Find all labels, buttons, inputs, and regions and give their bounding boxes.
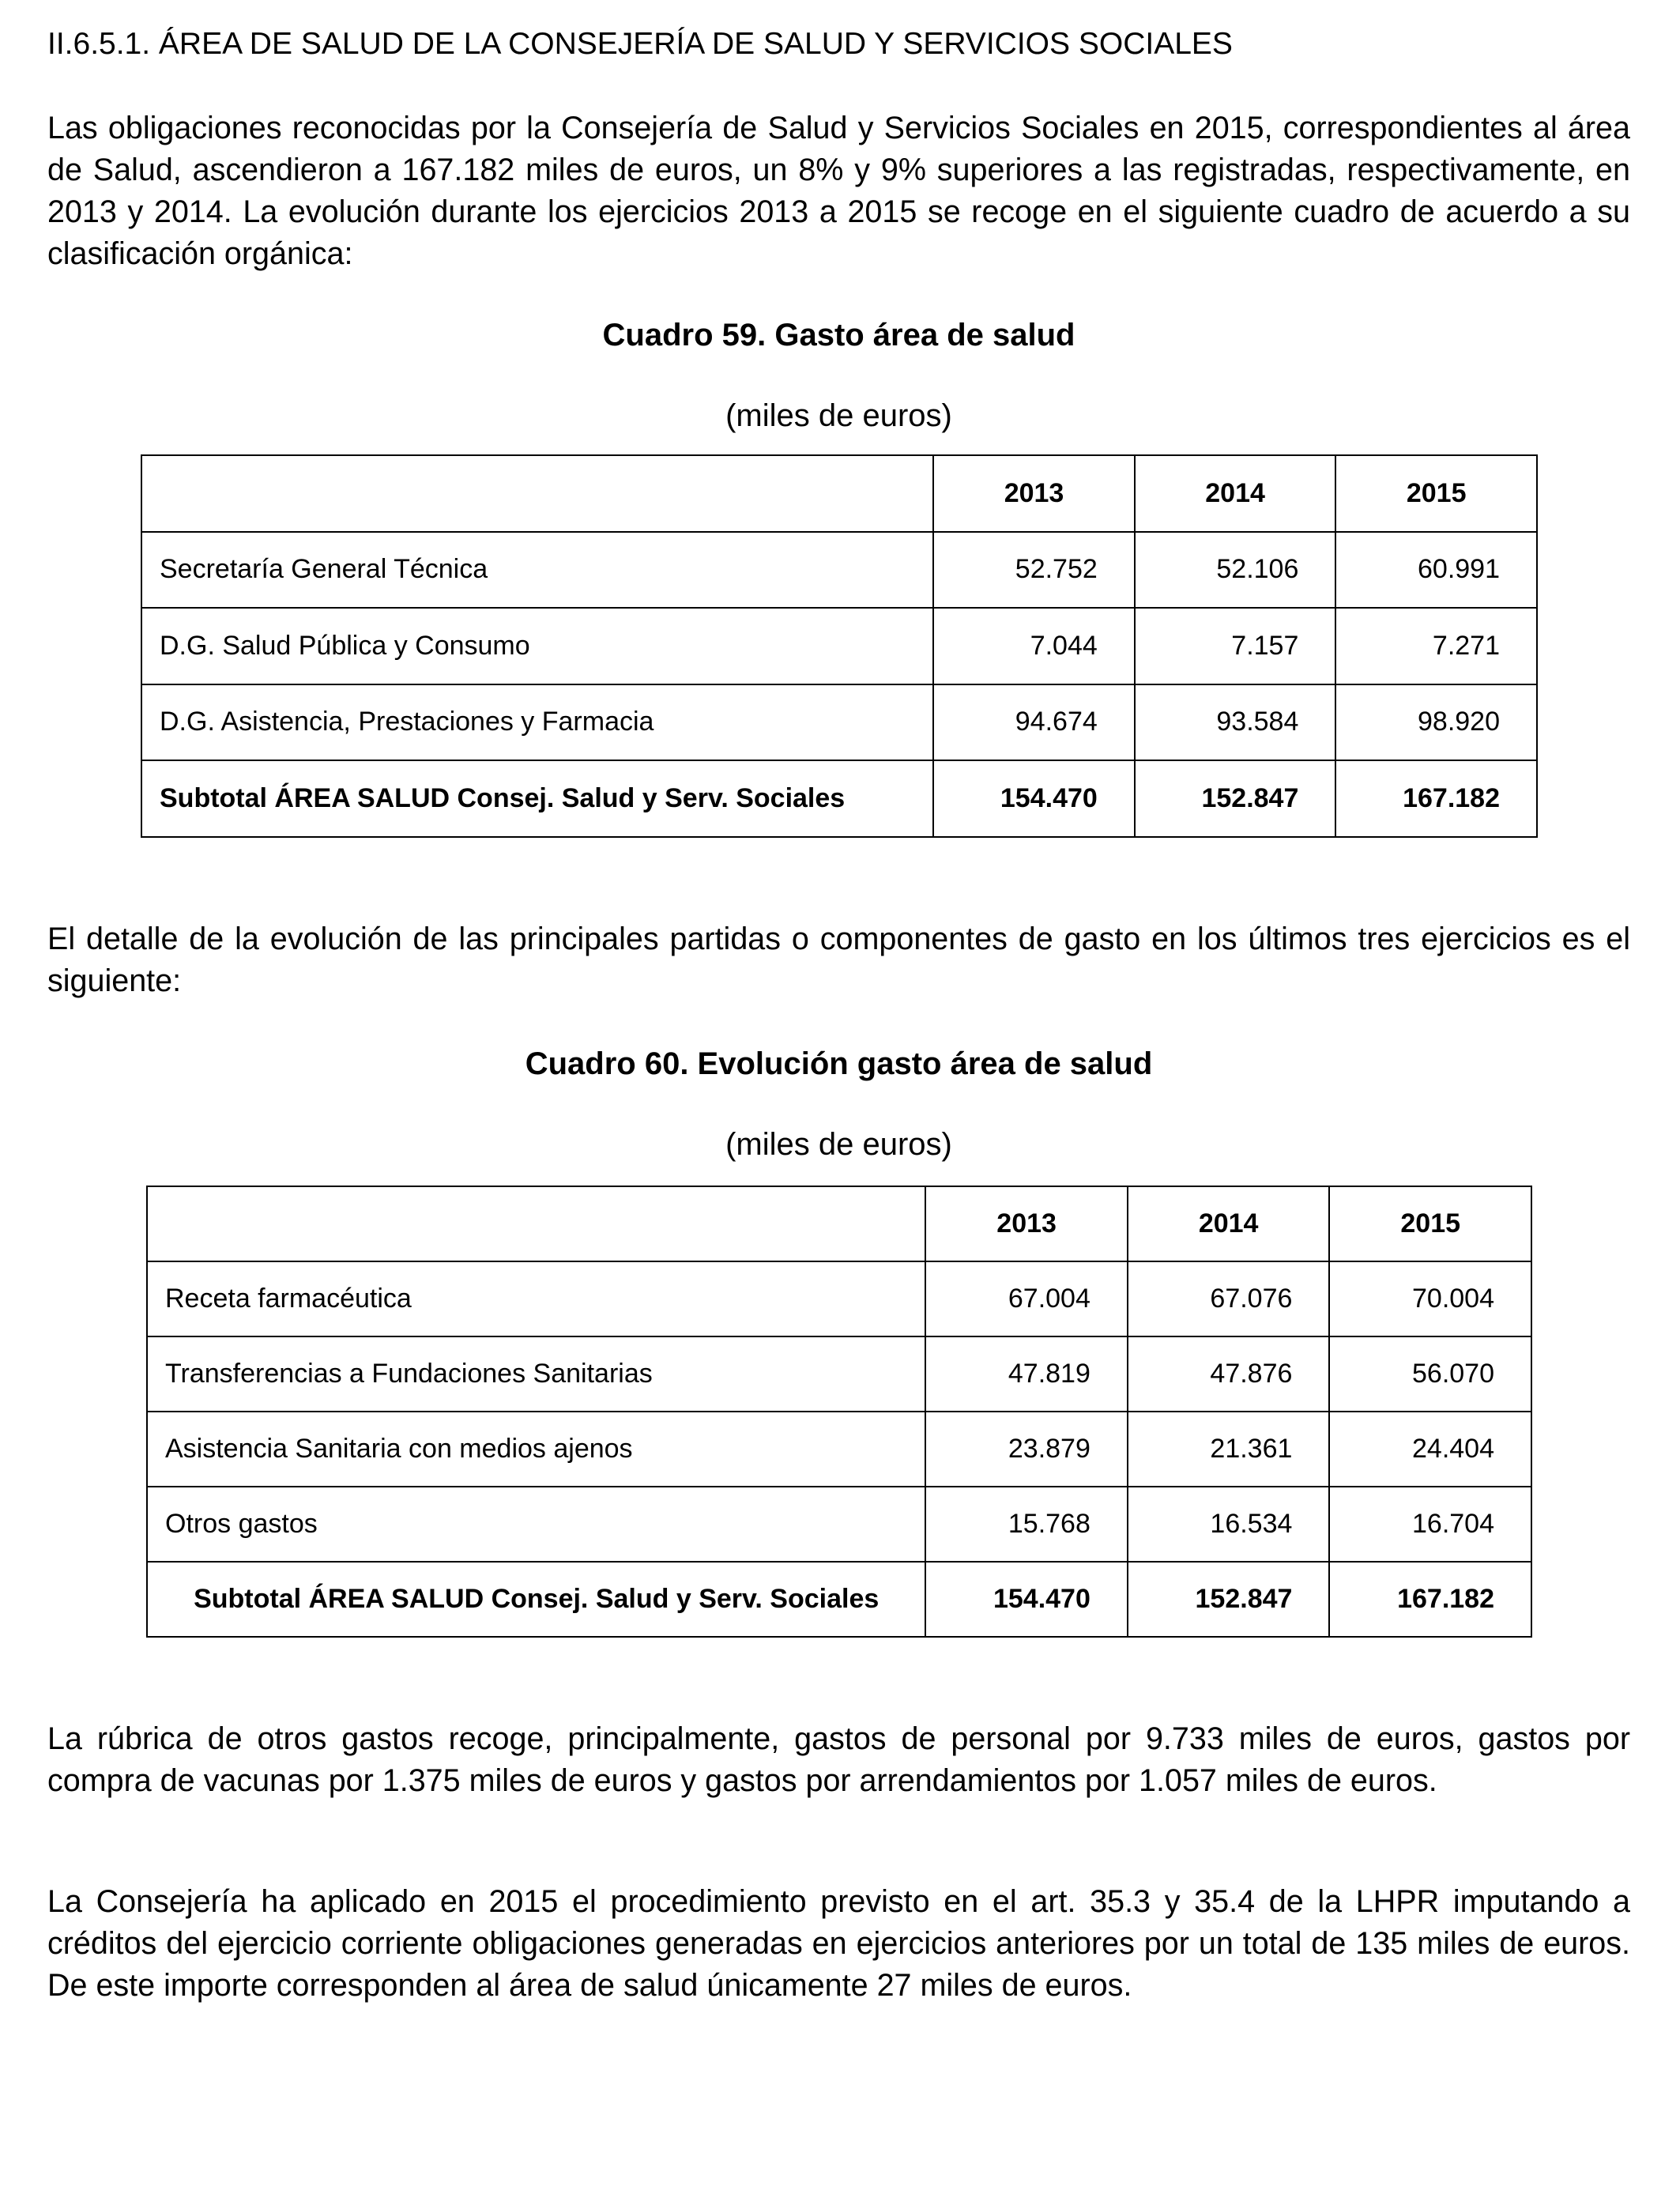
row-label: Asistencia Sanitaria con medios ajenos	[147, 1412, 925, 1487]
table-cuadro-60	[146, 1186, 1532, 1638]
table-cuadro-59	[141, 454, 1538, 838]
cell-2014: 47.876	[1128, 1336, 1330, 1412]
intro-paragraph: Las obligaciones reconocidas por la Consejería de Salud y Servicios Sociales en 2015, correspondientes al área de Salud, ascendieron a 167.182 miles de euros, un 8% y 9% superiores a las registradas, respectivamente, en 2013 y 2014. La evolución durante los ejercicios 2013 a 2015 se recoge en el siguiente cuadro de acuerdo a su clasificación orgánica:	[47, 111, 1630, 271]
table59-header-row	[141, 455, 1537, 532]
row-label: D.G. Salud Pública y Consumo	[141, 608, 933, 684]
table60-header-2013: 2013	[925, 1186, 1128, 1261]
table59-header-2014: 2014	[1135, 455, 1336, 532]
cell-2014: 7.157	[1135, 608, 1336, 684]
cell-2013: 7.044	[933, 608, 1135, 684]
total-2013: 154.470	[925, 1562, 1128, 1637]
cell-2014: 93.584	[1135, 684, 1336, 761]
cell-2013: 23.879	[925, 1412, 1128, 1487]
detail-paragraph: El detalle de la evolución de las principales partidas o componentes de gasto en los últimos tres ejercicios es el siguiente:	[47, 922, 1630, 998]
table-row	[141, 608, 1537, 684]
cell-2015: 24.404	[1329, 1412, 1531, 1487]
total-2014: 152.847	[1128, 1562, 1330, 1637]
table60-caption: Cuadro 60. Evolución gasto área de salud	[525, 1046, 1153, 1081]
table60-total-row	[147, 1562, 1531, 1637]
cell-2015: 98.920	[1335, 684, 1537, 761]
cell-2014: 21.361	[1128, 1412, 1330, 1487]
cell-2013: 52.752	[933, 532, 1135, 609]
total-label: Subtotal ÁREA SALUD Consej. Salud y Serv. Sociales	[141, 760, 933, 837]
table-row	[147, 1487, 1531, 1562]
cell-2015: 60.991	[1335, 532, 1537, 609]
table59-caption: Cuadro 59. Gasto área de salud	[602, 318, 1075, 352]
total-2013: 154.470	[933, 760, 1135, 837]
cell-2013: 47.819	[925, 1336, 1128, 1412]
table60-header-row	[147, 1186, 1531, 1261]
cell-2013: 94.674	[933, 684, 1135, 761]
table59-units: (miles de euros)	[725, 398, 952, 433]
cell-2013: 15.768	[925, 1487, 1128, 1562]
section-heading: II.6.5.1. ÁREA DE SALUD DE LA CONSEJERÍA DE SALUD Y SERVICIOS SOCIALES	[47, 27, 1233, 61]
table59-header-2013: 2013	[933, 455, 1135, 532]
table-row	[141, 684, 1537, 761]
total-2015: 167.182	[1329, 1562, 1531, 1637]
row-label: Receta farmacéutica	[147, 1261, 925, 1336]
total-2015: 167.182	[1335, 760, 1537, 837]
table-row	[147, 1336, 1531, 1412]
table60-header-2014: 2014	[1128, 1186, 1330, 1261]
row-label: Otros gastos	[147, 1487, 925, 1562]
cell-2015: 70.004	[1329, 1261, 1531, 1336]
cell-2014: 16.534	[1128, 1487, 1330, 1562]
lhpr-paragraph: La Consejería ha aplicado en 2015 el procedimiento previsto en el art. 35.3 y 35.4 de la LHPR imputando a créditos del ejercicio corriente obligaciones generadas en ejercicios anteriores por un total de 135 miles de euros. De este importe corresponden al área de salud únicamente 27 miles de euros.	[47, 1884, 1630, 2003]
cell-2015: 16.704	[1329, 1487, 1531, 1562]
row-label: D.G. Asistencia, Prestaciones y Farmacia	[141, 684, 933, 761]
row-label: Secretaría General Técnica	[141, 532, 933, 609]
other-expenses-paragraph: La rúbrica de otros gastos recoge, principalmente, gastos de personal por 9.733 miles de euros, gastos por compra de vacunas por 1.375 miles de euros y gastos por arrendamientos por 1.057 miles de euros.	[47, 1721, 1630, 1798]
cell-2013: 67.004	[925, 1261, 1128, 1336]
table59-header-2015: 2015	[1335, 455, 1537, 532]
cell-2015: 56.070	[1329, 1336, 1531, 1412]
table-row	[147, 1412, 1531, 1487]
cell-2015: 7.271	[1335, 608, 1537, 684]
table-row	[141, 532, 1537, 609]
table60-header-blank	[147, 1186, 925, 1261]
total-2014: 152.847	[1135, 760, 1336, 837]
table-row	[147, 1261, 1531, 1336]
table59-header-blank	[141, 455, 933, 532]
cell-2014: 67.076	[1128, 1261, 1330, 1336]
total-label: Subtotal ÁREA SALUD Consej. Salud y Serv. Sociales	[147, 1562, 925, 1637]
table60-units: (miles de euros)	[725, 1127, 952, 1162]
table60-header-2015: 2015	[1329, 1186, 1531, 1261]
cell-2014: 52.106	[1135, 532, 1336, 609]
table59-total-row	[141, 760, 1537, 837]
row-label: Transferencias a Fundaciones Sanitarias	[147, 1336, 925, 1412]
